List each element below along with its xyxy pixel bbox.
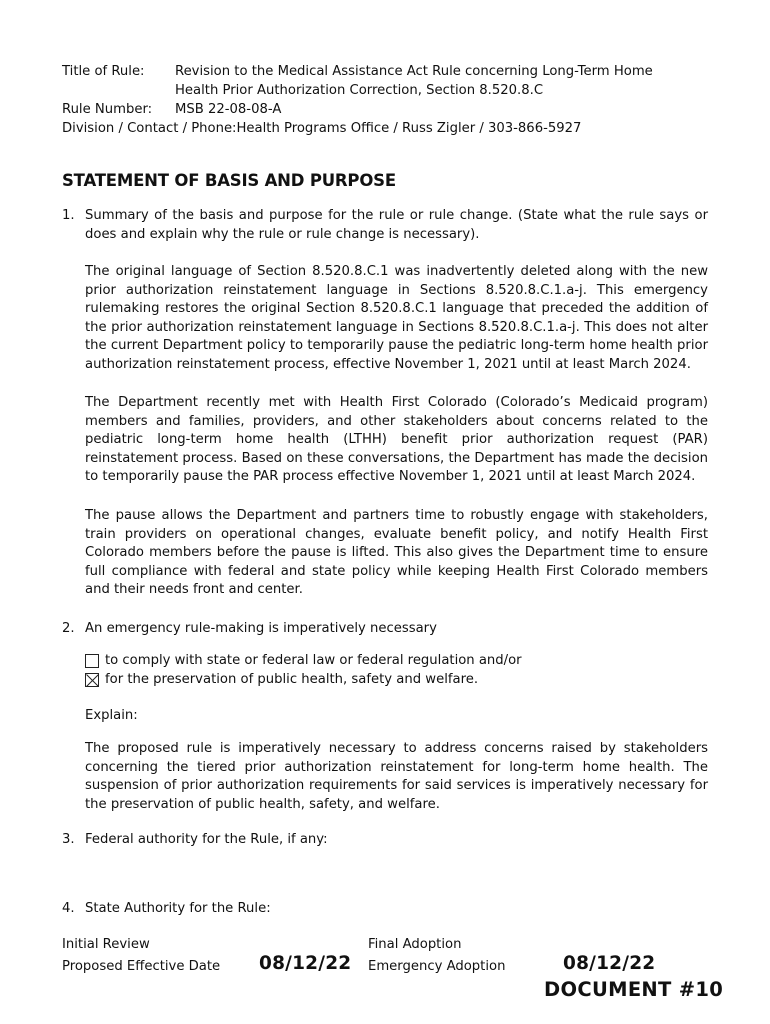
section-heading: STATEMENT OF BASIS AND PURPOSE bbox=[62, 171, 396, 190]
emergency-adoption-date-value: 08/12/22 bbox=[563, 953, 656, 974]
paragraph-3: The pause allows the Department and partners time to robustly engage with stakeholders, train providers on operational changes, evaluate benefit policy, and notify Health First Colorado members before the pause is lifted. This also gives the Department time to ensure full compliance with federal and state policy while keeping Health First Colorado members and their needs front and center. bbox=[85, 508, 708, 598]
initial-review-label: Initial Review bbox=[62, 937, 150, 952]
emergency-adoption-label: Emergency Adoption bbox=[368, 959, 506, 974]
item-1-text: Summary of the basis and purpose for the rule or rule change. (State what the rule says or does and explain why the rule or rule change is necessary). bbox=[85, 208, 708, 242]
item-4-text: State Authority for the Rule: bbox=[85, 901, 271, 916]
division-row bbox=[62, 120, 581, 138]
paragraph-1: The original language of Section 8.520.8.C.1 was inadvertently deleted along with the new prior authorization reinstatement language in Sections 8.520.8.C.1.a-j. This emergency rulemaking restores the original Section 8.520.8.C.1 language that preceded the addition of the prior authorization reinstatement language in Sections 8.520.8.C.1.a-j. This does not alter the current Department policy to temporarily pause the pediatric long-term home health prior authorization reinstatement process, effective November 1, 2021 until at least March 2024. bbox=[85, 264, 708, 372]
rule-number-row bbox=[62, 101, 281, 119]
item-2-number: 2. bbox=[62, 621, 75, 636]
proposed-effective-date-label: Proposed Effective Date bbox=[62, 959, 221, 974]
final-adoption-label: Final Adoption bbox=[368, 937, 462, 952]
option-health-label: for the preservation of public health, safety and welfare. bbox=[105, 672, 479, 687]
proposed-effective-date-value: 08/12/22 bbox=[259, 953, 352, 974]
option-law-row[interactable] bbox=[85, 652, 522, 670]
item-3-text: Federal authority for the Rule, if any: bbox=[85, 832, 328, 847]
title-row bbox=[62, 63, 653, 81]
item-1-number: 1. bbox=[62, 208, 75, 223]
explain-text: The proposed rule is imperatively necessary to address concerns raised by stakeholders concerning the tiered prior authorization reinstatement for long-term home health. The suspension of prior authorization requirements for said services is imperatively necessary for the preservation of public health, safety, and welfare. bbox=[85, 741, 708, 812]
title-line-1: Revision to the Medical Assistance Act Rule concerning Long-Term Home bbox=[175, 64, 653, 79]
item-4-number: 4. bbox=[62, 901, 75, 916]
title-line-2: Health Prior Authorization Correction, Section 8.520.8.C bbox=[175, 83, 544, 98]
option-law-checkbox[interactable] bbox=[85, 654, 99, 668]
item-3-number: 3. bbox=[62, 832, 75, 847]
division-value: Health Programs Office / Russ Zigler / 303-866-5927 bbox=[236, 121, 582, 136]
rule-number-value: MSB 22-08-08-A bbox=[175, 102, 282, 117]
explain-label: Explain: bbox=[85, 708, 138, 723]
division-label: Division / Contact / Phone: bbox=[62, 121, 237, 136]
option-health-row[interactable] bbox=[85, 671, 478, 689]
document-number: DOCUMENT #10 bbox=[544, 978, 724, 1001]
option-health-checkbox[interactable] bbox=[85, 673, 99, 687]
rule-number-label: Rule Number: bbox=[62, 102, 153, 117]
paragraph-2: The Department recently met with Health First Colorado (Colorado’s Medicaid program) members and families, providers, and other stakeholders about concerns related to the pediatric long-term home health (LTHH) benefit prior authorization request (PAR) reinstatement process. Based on these conversations, the Department has made the decision to temporarily pause the PAR process effective November 1, 2021 until at least March 2024. bbox=[85, 395, 708, 485]
option-law-label: to comply with state or federal law or federal regulation and/or bbox=[105, 653, 522, 668]
item-2-text: An emergency rule-making is imperatively necessary bbox=[85, 621, 437, 636]
title-label: Title of Rule: bbox=[62, 64, 145, 79]
